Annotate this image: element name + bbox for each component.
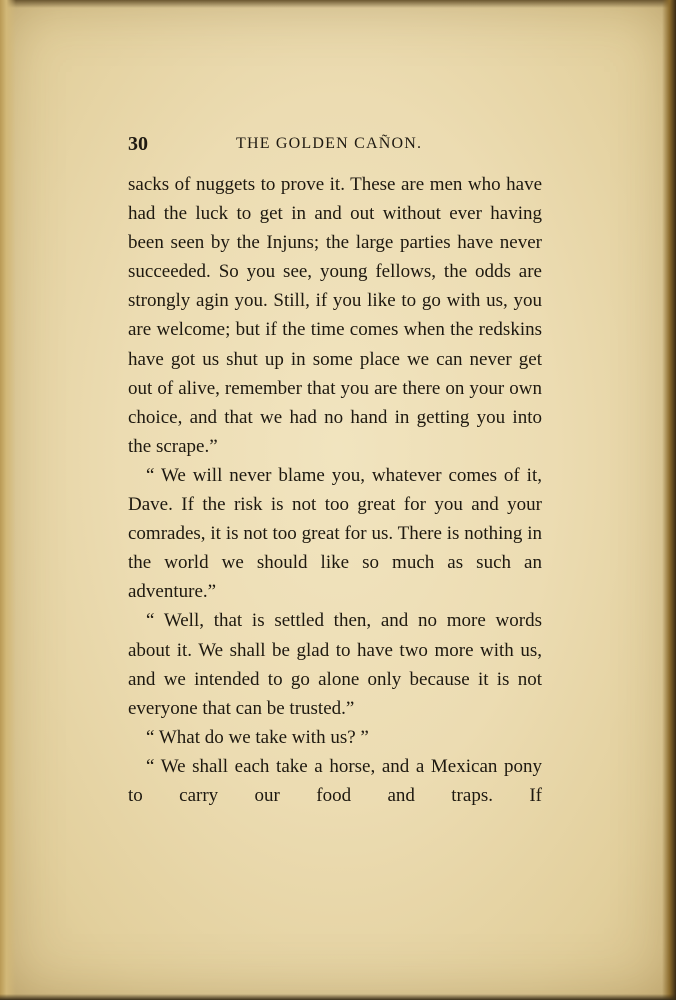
paragraph-question: “ What do we take with us? ” — [146, 726, 369, 748]
running-title: THE GOLDEN CAÑON. — [236, 135, 423, 152]
paragraph-answer: “ We shall each take a horse, and a Mexican pony to carry our food and traps. If — [128, 755, 542, 806]
page-binding-edge — [0, 0, 16, 1000]
paragraph-continued: sacks of nuggets to prove it. These are men who have had the luck to get in and out without ever having been seen by the Injuns; the large parties have never succeeded. So you see, young fellows, the odds are strongly agin you. Still, if you like to go with us, you are welcome; but if the time comes when the redskins have got us shut up in some place we can never get out of alive, remember that you are there on your own choice, and that we had no hand in getting you into the scrape.” — [128, 174, 542, 457]
page-right-edge — [662, 0, 676, 1000]
paragraph-settled: “ Well, that is settled then, and no more words about it. We shall be glad to have two more with us, and we intended to go alone only because it is not everyone that can be trusted.” — [128, 610, 542, 719]
body-text — [128, 170, 542, 810]
paragraph-reply: “ We will never blame you, whatever comes of it, Dave. If the risk is not too great for you and your comrades, it is not too great for us. There is nothing in the world we should like so much as such an adventure.” — [128, 464, 542, 603]
page-top-edge — [0, 0, 676, 8]
page-header — [128, 131, 542, 157]
page-number: 30 — [128, 133, 148, 155]
page-bottom-edge — [0, 994, 676, 1000]
